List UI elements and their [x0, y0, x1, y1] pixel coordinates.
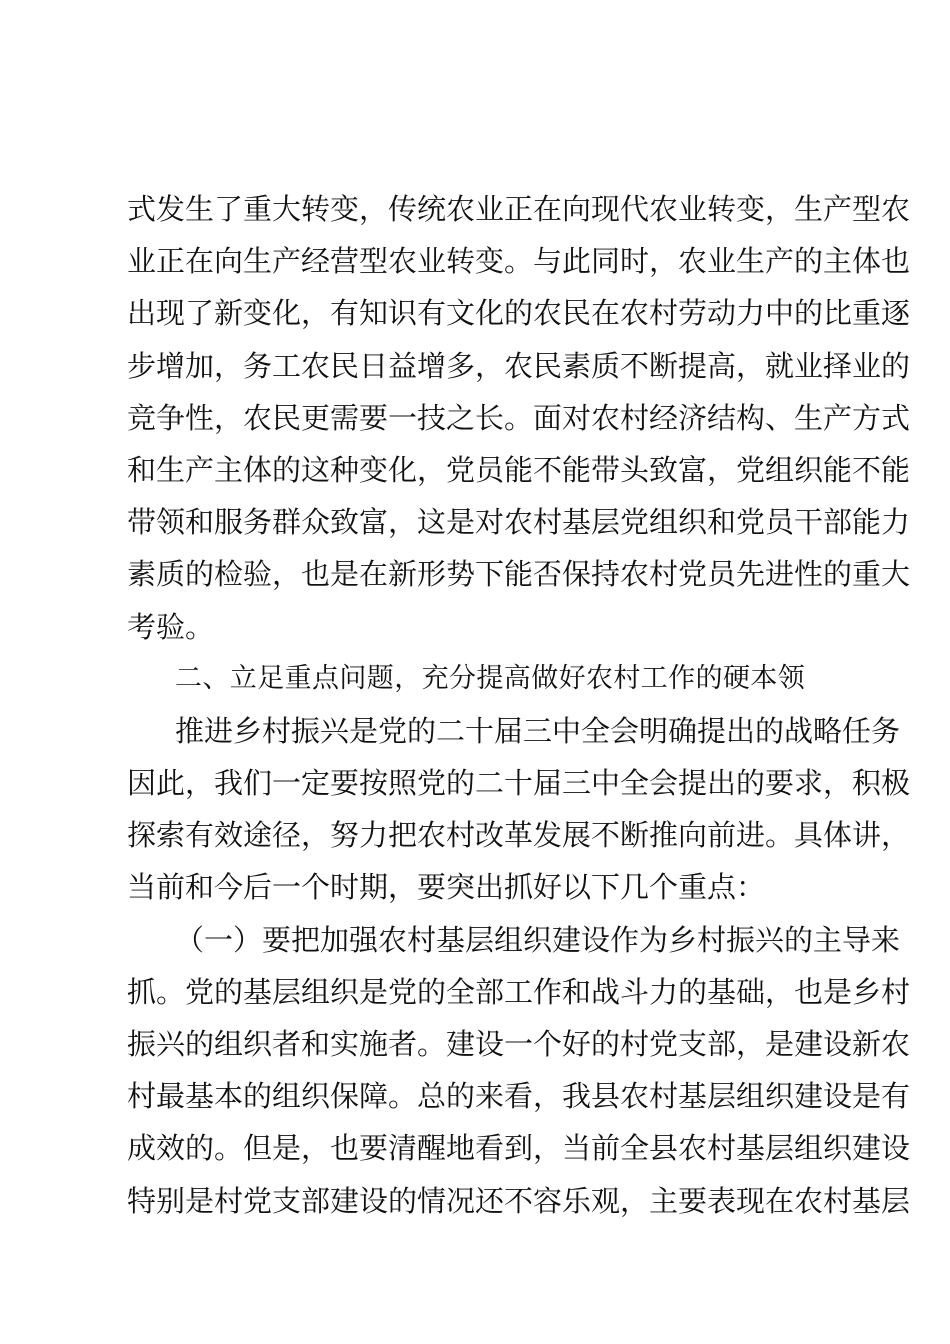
- text-line: 探索有效途径，努力把农村改革发展不断推向前进。具体讲，: [127, 818, 911, 853]
- text-line: 步增加，务工农民日益增多，农民素质不断提高，就业择业的: [127, 348, 911, 383]
- text-line: 振兴的组织者和实施者。建设一个好的村党支部，是建设新农: [127, 1027, 911, 1061]
- text-line: 出现了新变化，有知识有文化的农民在农村劳动力中的比重逐: [127, 296, 911, 331]
- text-line: 当前和今后一个时期，要突出抓好以下几个重点：: [127, 870, 766, 905]
- body-text: [127, 183, 911, 1227]
- text-line: 和生产主体的这种变化，党员能不能带头致富，党组织能不能: [127, 452, 911, 487]
- text-line: 式发生了重大转变，传统农业正在向现代农业转变，生产型农: [127, 192, 911, 226]
- section-heading: 二、立足重点问题，充分提高做好农村工作的硬本领: [175, 662, 806, 694]
- text-line: 素质的检验，也是在新形势下能否保持农村党员先进性的重大: [127, 557, 911, 592]
- text-line: 带领和服务群众致富，这是对农村基层党组织和党员干部能力: [127, 505, 911, 540]
- text-line: 业正在向生产经营型农业转变。与此同时，农业生产的主体也: [127, 244, 911, 279]
- text-line: 特别是村党支部建设的情况还不容乐观，主要表现在农村基层: [127, 1183, 911, 1218]
- text-line: 竞争性，农民更需要一技之长。面对农村经济结构、生产方式: [127, 400, 911, 435]
- text-line: 考验。: [127, 609, 215, 644]
- text-line: 因此，我们一定要按照党的二十届三中全会提出的要求，积极: [127, 766, 911, 801]
- text-line: 推进乡村振兴是党的二十届三中全会明确提出的战略任务: [175, 713, 901, 748]
- text-line: 村最基本的组织保障。总的来看，我县农村基层组织建设是有: [127, 1079, 911, 1114]
- text-line: 抓。党的基层组织是党的全部工作和战斗力的基础，也是乡村: [127, 974, 911, 1009]
- text-line: 成效的。但是，也要清醒地看到，当前全县农村基层组织建设: [127, 1131, 911, 1166]
- text-line: （一）要把加强农村基层组织建设作为乡村振兴的主导来: [175, 922, 901, 957]
